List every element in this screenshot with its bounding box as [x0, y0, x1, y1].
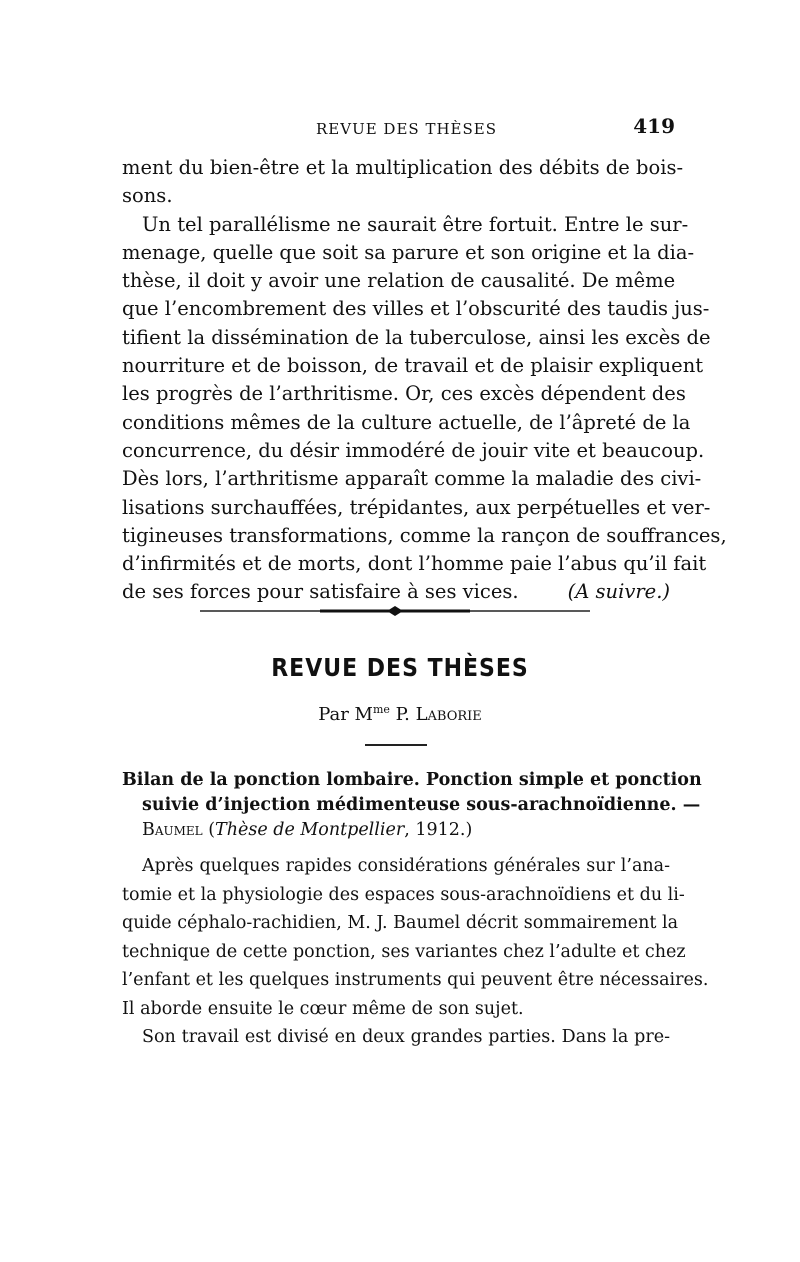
running-title: REVUE DES THÈSES [316, 120, 497, 138]
text-line: Dès lors, l’arthritisme apparaît comme la maladie des civi- [122, 467, 702, 491]
author-title-superscript: me [372, 703, 390, 716]
text-line: ment du bien-être et la multiplication des débits de bois- [122, 156, 684, 179]
page-number: 419 [633, 114, 675, 138]
text-line: lisations surchauffées, trépidantes, aux perpétuelles et ver- [122, 495, 711, 519]
continued-article-text [122, 154, 727, 607]
entry-year: 1912. [415, 820, 466, 840]
text-line: les progrès de l’arthritisme. Or, ces excès dépendent des [122, 382, 686, 406]
entry-title-line: suivie d’injection médimenteuse sous-arachnoïdienne. — [142, 795, 701, 815]
text-line: menage, quelle que soit sa parure et son origine et la dia- [122, 240, 695, 264]
text-line: conditions mêmes de la culture actuelle, de l’âpreté de la [122, 410, 691, 434]
text-line: tigineuses transformations, comme la rançon de souffrances, [122, 523, 727, 547]
author-name: Laborie [415, 704, 482, 725]
section-divider-ornament [200, 605, 590, 617]
entry-author: Baumel [142, 820, 203, 840]
entry-title-line: Bilan de la ponction lombaire. Ponction simple et ponction [122, 770, 702, 790]
text-line: l’enfant et les quelques instruments qui peuvent être nécessaires. [122, 970, 709, 990]
text-line: Après quelques rapides considérations générales sur l’ana- [142, 856, 670, 876]
text-line: concurrence, du désir immodéré de jouir vite et beaucoup. [122, 438, 705, 462]
text-line: sons. [122, 184, 173, 208]
thesis-review-text [122, 852, 709, 1052]
short-divider-rule [365, 744, 427, 746]
entry-citation: Baumel (Thèse de Montpellier, 1912.) [142, 820, 473, 840]
text-line: thèse, il doit y avoir une relation de causalité. De même [122, 269, 676, 293]
author-prefix: Par M [318, 704, 373, 725]
page-header [120, 114, 675, 144]
text-line: technique de cette ponction, ses variantes chez l’adulte et chez [122, 941, 686, 962]
text-line-final [122, 578, 670, 606]
thesis-entry-heading [122, 768, 702, 843]
author-initial: P. [395, 704, 410, 725]
text-line: que l’encombrement des villes et l’obscurité des taudis jus- [122, 297, 710, 321]
text-line: quide céphalo-rachidien, M. J. Baumel décrit sommairement la [122, 913, 679, 933]
text-line: nourriture et de boisson, de travail et de plaisir expliquent [122, 354, 704, 378]
to-be-continued-note: (A suivre.) [567, 580, 670, 604]
section-title: REVUE DES THÈSES [271, 654, 529, 683]
text-line: Son travail est divisé en deux grandes parties. Dans la pre- [142, 1027, 670, 1047]
text-line: tifient la dissémination de la tuberculose, ainsi les excès de [122, 325, 711, 349]
text-line: de ses forces pour satisfaire à ses vices. [122, 580, 519, 604]
text-line: Il aborde ensuite le cœur même de son sujet. [122, 998, 524, 1019]
text-line: d’infirmités et de morts, dont l’homme paie l’abus qu’il fait [122, 552, 707, 576]
section-author [0, 703, 800, 725]
text-line: tomie et la physiologie des espaces sous-arachnoïdiens et du li- [122, 884, 685, 905]
entry-source: Thèse de Montpellier [215, 820, 405, 840]
text-line: Un tel parallélisme ne saurait être fortuit. Entre le sur- [142, 212, 689, 236]
